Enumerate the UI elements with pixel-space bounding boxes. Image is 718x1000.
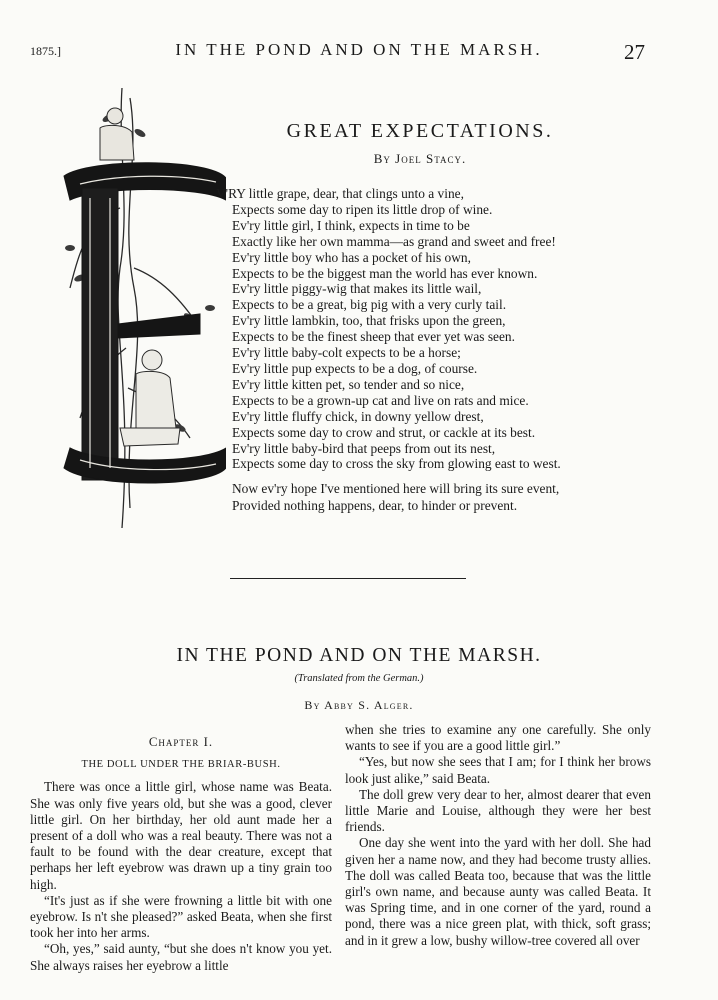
poem-line: Expects some day to cross the sky from glowing east to west.: [232, 456, 561, 472]
poem-line: Exactly like her own mamma—as grand and sweet and free!: [232, 233, 556, 249]
poem-closing-line: Now ev'ry hope I've mentioned here will bring its sure event,: [232, 481, 560, 496]
story-paragraph: The doll grew very dear to her, almost dearer that even little Marie and Louise, although they were her best friends.: [345, 786, 651, 835]
poem-line: Ev'ry little lambkin, too, that frisks upon the green,: [232, 313, 506, 329]
poem-line: Ev'ry little fluffy chick, in downy yellow drest,: [232, 408, 484, 424]
poem-closing-line: Provided nothing happens, dear, to hinder or prevent.: [232, 497, 518, 513]
chapter-heading: Chapter I.: [148, 735, 214, 749]
poem-line: Ev'ry little baby-colt expects to be a horse;: [232, 345, 461, 361]
story-paragraph: “It's just as if she were frowning a little bit with one eyebrow. Is n't she pleased?” asked Beata, when she first took her into her arms.: [30, 892, 332, 941]
story-title: IN THE POND AND ON THE MARSH.: [176, 645, 542, 666]
poem-byline: By Joel Stacy.: [373, 151, 467, 166]
header-year: 1875.]: [30, 44, 61, 58]
story-paragraph: “Yes, but now she sees that I am; for I think her brows look just alike,” said Beata.: [345, 754, 651, 786]
poem-closing: [232, 481, 559, 514]
ornamental-initial-illustration: [60, 88, 226, 528]
story-paragraph: One day she went into the yard with her doll. She had given her a name now, and they had become trusty allies. The doll was called Beata too, because that was the little girl's own name, and because aunty was called Beata. It was Spring time, and in one corner of the yard, round a pond, there was a nice green plat, with thick, soft grass; and in it grew a low, bushy willow-tree covered all over: [345, 835, 651, 948]
poem-line: Ev'ry little piggy-wig that makes its little wail,: [232, 281, 482, 297]
story-subtitle: (Translated from the German.): [294, 673, 424, 684]
ornamental-initial-e-icon: [60, 88, 226, 528]
poem-line: Expects to be a grown-up cat and live on rats and mice.: [232, 392, 529, 408]
running-header-title: IN THE POND AND ON THE MARSH.: [175, 40, 543, 59]
poem-line: Ev'ry little baby-bird that peeps from out its nest,: [232, 440, 496, 456]
section-divider: [230, 578, 466, 579]
poem-line: Ev'ry little pup expects to be a dog, of course.: [232, 360, 478, 376]
poem-line: Expects some day to crow and strut, or cackle at its best.: [232, 424, 536, 440]
poem-line: Expects to be a great, big pig with a very curly tail.: [232, 297, 507, 313]
poem-line: Expects to be the finest sheep that ever yet was seen.: [232, 329, 515, 345]
story-paragraph: “Oh, yes,” said aunty, “but she does n't know you yet. She always raises her eyebrow a little: [30, 941, 332, 973]
story-column-left: [30, 734, 332, 974]
story-column-right: [345, 722, 651, 949]
poem-line: Expects some day to ripen its little drop of wine.: [232, 201, 493, 217]
poem-line: Expects to be the biggest man the world has ever known.: [232, 265, 538, 281]
poem-line: Ev'ry little boy who has a pocket of his own,: [232, 249, 471, 265]
poem-body: [216, 186, 632, 472]
story-byline: By Abby S. Alger.: [304, 698, 414, 712]
poem-title: GREAT EXPECTATIONS.: [286, 120, 554, 142]
chapter-title: THE DOLL UNDER THE BRIAR-BUSH.: [81, 759, 281, 771]
story-paragraph: when she tries to examine any one carefully. She only wants to see if you are a good little girl.”: [345, 722, 651, 754]
page-number: 27: [624, 40, 645, 64]
poem-line: Ev'ry little girl, I think, expects in time to be: [232, 217, 470, 233]
poem-line: Ev'ry little kitten pet, so tender and so nice,: [232, 376, 465, 392]
story-paragraph: There was once a little girl, whose name was Beata. She was only five years old, but she was a good, clever little girl. On her birthday, her old aunt made her a present of a doll who was a real beauty. There was not a fault to be found with the dear creature, except that perhaps her left eyebrow was drawn up a tiny grain too high.: [30, 779, 332, 892]
poem-line: V'RY little grape, dear, that clings unto a vine,: [216, 186, 464, 201]
